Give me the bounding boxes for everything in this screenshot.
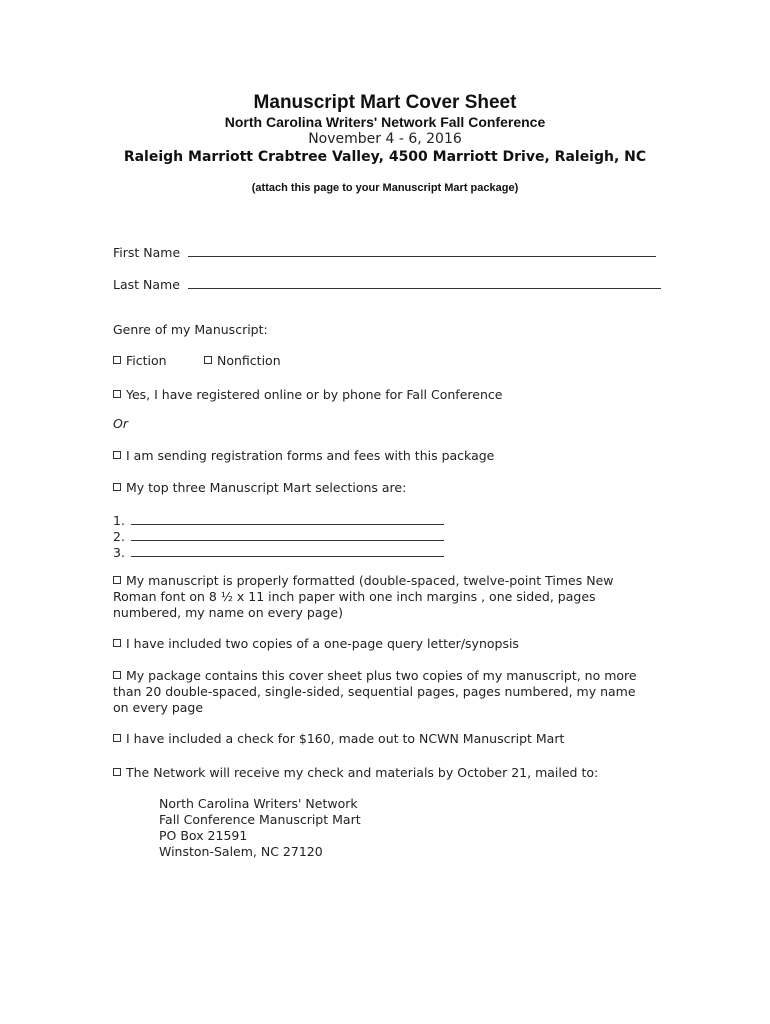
last-name-row	[113, 275, 661, 292]
first-name-label: First Name	[113, 245, 181, 260]
last-name-label: Last Name	[113, 277, 180, 292]
sending-forms-item[interactable]	[113, 448, 494, 463]
selection-3-field[interactable]	[131, 543, 444, 557]
fiction-option[interactable]	[113, 353, 167, 368]
formatted-item[interactable]	[113, 573, 643, 621]
genre-label: Genre of my Manuscript:	[113, 322, 268, 337]
top-three-item[interactable]	[113, 480, 406, 495]
package-contents-item[interactable]	[113, 668, 643, 716]
selection-2-field[interactable]	[131, 527, 444, 541]
deadline-checkbox[interactable]	[113, 768, 121, 776]
address-line-2: Fall Conference Manuscript Mart	[159, 812, 361, 827]
selection-number: 2.	[113, 529, 125, 544]
package-contents-checkbox[interactable]	[113, 671, 121, 679]
deadline-label: The Network will receive my check and materials by October 21, mailed to:	[126, 765, 599, 780]
nonfiction-label: Nonfiction	[217, 353, 281, 368]
or-text: Or	[113, 416, 128, 431]
selection-row-3	[113, 543, 444, 560]
package-contents-label: My package contains this cover sheet plus two copies of my manuscript, no more than 20 double-spaced, single-sided, sequential pages, pages numbered, my name on every page	[113, 668, 637, 715]
check-item[interactable]	[113, 731, 564, 746]
first-name-field[interactable]	[188, 243, 656, 257]
address-line-1: North Carolina Writers' Network	[159, 796, 358, 811]
address-line-4: Winston-Salem, NC 27120	[159, 844, 323, 859]
selection-row-1	[113, 511, 444, 528]
selection-number: 3.	[113, 545, 125, 560]
nonfiction-checkbox[interactable]	[204, 356, 212, 364]
registered-online-checkbox[interactable]	[113, 390, 121, 398]
conference-subtitle: North Carolina Writers' Network Fall Conference	[224, 114, 546, 130]
sending-forms-label: I am sending registration forms and fees with this package	[126, 448, 495, 463]
selection-1-field[interactable]	[131, 511, 444, 525]
check-label: I have included a check for $160, made out to NCWN Manuscript Mart	[126, 731, 565, 746]
registered-online-item[interactable]	[113, 387, 502, 402]
query-letter-label: I have included two copies of a one-page query letter/synopsis	[126, 636, 519, 651]
page-title: Manuscript Mart Cover Sheet	[253, 92, 517, 113]
check-checkbox[interactable]	[113, 734, 121, 742]
query-letter-checkbox[interactable]	[113, 639, 121, 647]
conference-venue: Raleigh Marriott Crabtree Valley, 4500 Marriott Drive, Raleigh, NC	[123, 149, 647, 165]
fiction-checkbox[interactable]	[113, 356, 121, 364]
attach-note: (attach this page to your Manuscript Mart package)	[251, 182, 519, 194]
first-name-row	[113, 243, 656, 260]
registered-online-label: Yes, I have registered online or by phone for Fall Conference	[126, 387, 503, 402]
selection-number: 1.	[113, 513, 125, 528]
nonfiction-option[interactable]	[204, 353, 281, 368]
mailing-address	[159, 796, 361, 860]
formatted-checkbox[interactable]	[113, 576, 121, 584]
query-letter-item[interactable]	[113, 636, 519, 651]
address-line-3: PO Box 21591	[159, 828, 248, 843]
deadline-item[interactable]	[113, 765, 598, 780]
last-name-field[interactable]	[188, 275, 661, 289]
sending-forms-checkbox[interactable]	[113, 451, 121, 459]
top-three-checkbox[interactable]	[113, 483, 121, 491]
formatted-label: My manuscript is properly formatted (double-spaced, twelve-point Times New Roman font on 8 ½ x 11 inch paper with one inch margins , one sided, pages numbered, my name on every page)	[113, 573, 614, 620]
fiction-label: Fiction	[126, 353, 167, 368]
conference-dates: November 4 - 6, 2016	[308, 131, 462, 147]
top-three-label: My top three Manuscript Mart selections are:	[126, 480, 407, 495]
selection-row-2	[113, 527, 444, 544]
